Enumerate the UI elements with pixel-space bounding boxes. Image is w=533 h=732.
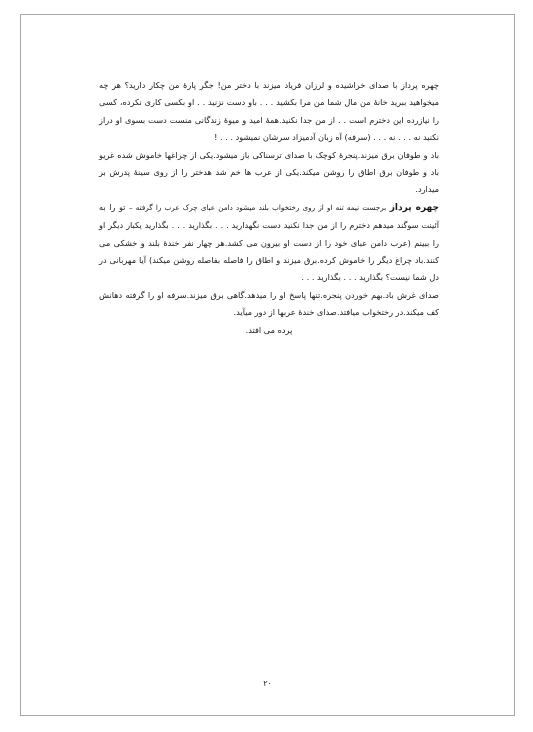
stage-direction: برجست نیمه تنه او از روی رختخواب بلند میشود دامن عبای چرک عرب را گرفته – — [129, 202, 387, 212]
paragraph-4: صدای غرش باد.بهم خوردن پنجره.تنها پاسخ او را میدهد.گاهی برق میزند.سرفه او را گرفته دهانش کف میکند.در رختخواب میافتد.صدای خندهٔ عربها از دور میآید. — [99, 289, 439, 318]
paragraph-1: چهره پرداز با صدای خراشیده و لرزان فریاد میزند با دختر من! جگر پارهٔ من چکار دارید؟ هر چه میخواهید ببرید خانهٔ من مال شما من مرا بکشید . . . باو دست نزنید . . او بکسی کاری نکرده، کسی را نیازرده این دخترم است . . از من جدا نکنید.همهٔ امید و میوهٔ زندگانی منست دست بسوی او دراز نکنید نه . . . نه . . . (سرفه) آه زبان آدمیزاد سرشان نمیشود . . . ! — [99, 80, 439, 143]
page-number: ۲۰ — [263, 679, 272, 688]
paragraph-3 — [99, 199, 439, 287]
paragraph-2: باد و طوفان برق میزند.پنجرهٔ کوچک با صدای ترسناکی باز میشود.یکی از چراغها خاموش شده غریو باد و طوفان برق اطاق را روشن میکند.یکی از عرب ها خم شد هدختر را از روی سینهٔ پدرش بر میدارد. — [99, 149, 439, 195]
document-page — [20, 14, 515, 716]
speaker-name: چهره پرداز — [389, 202, 439, 213]
dialogue-text: تو را به آئینت سوگند میدهم دخترم را از من جدا نکنید دست نگهدارید . . . بگذارید . . . بگذارید یکبار دیگر او را ببینم (عرب دامن عبای خود را از دست او بیرون می کشد.هر چهار نفر خندهٔ بلند و خشکی می کنند.باد چراغ دیگر را خاموش کرده.برق میزند و اطاق را فاصله بفاصله روشن میکند) آیا مهربانی در دل شما نیست؟ بگذارید . . . بگذارید . . . — [99, 201, 439, 283]
page-body — [99, 77, 439, 339]
curtain-line: پرده می افتد. — [245, 324, 293, 335]
